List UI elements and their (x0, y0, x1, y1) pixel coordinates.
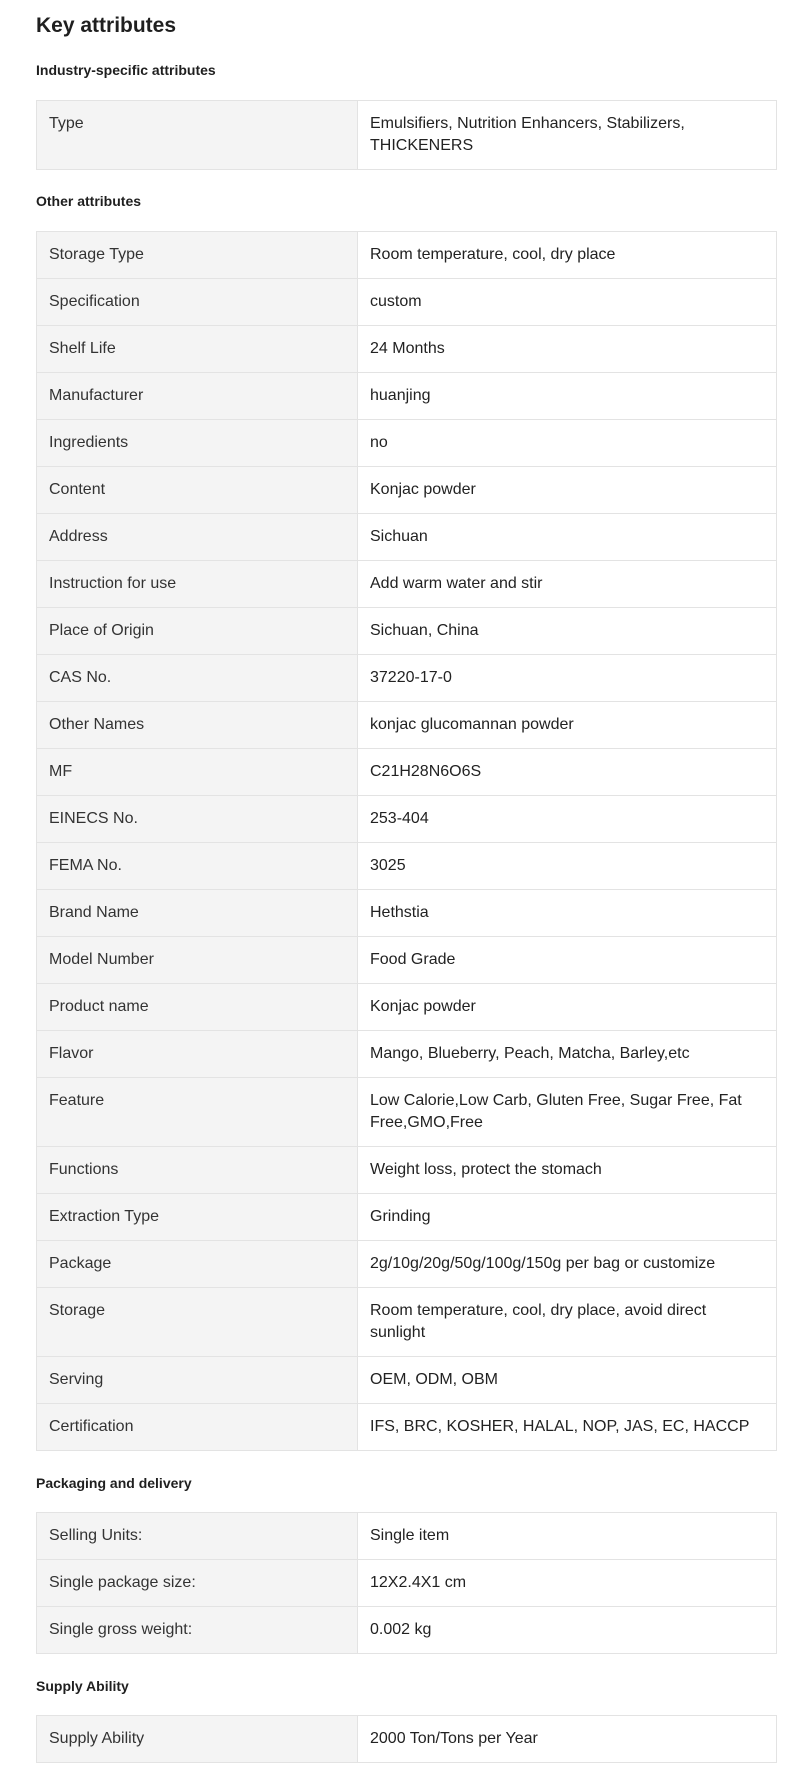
table-row (37, 561, 777, 608)
attribute-value: Grinding (358, 1194, 777, 1241)
attribute-value: konjac glucomannan powder (358, 702, 777, 749)
table-row (37, 467, 777, 514)
table-row (37, 1560, 777, 1607)
attribute-label: Certification (37, 1404, 358, 1451)
attribute-value: 3025 (358, 843, 777, 890)
table-row (37, 1194, 777, 1241)
table-row (37, 984, 777, 1031)
attribute-value: 2000 Ton/Tons per Year (358, 1716, 777, 1763)
attribute-value: 12X2.4X1 cm (358, 1560, 777, 1607)
section-title-industry-specific: Industry-specific attributes (36, 62, 216, 78)
attribute-value: Single item (358, 1513, 777, 1560)
table-row (37, 1357, 777, 1404)
table-row (37, 326, 777, 373)
table-row (37, 890, 777, 937)
attribute-label: Content (37, 467, 358, 514)
attribute-value: huanjing (358, 373, 777, 420)
attribute-value: Low Calorie,Low Carb, Gluten Free, Sugar Free, Fat Free,GMO,Free (358, 1078, 777, 1147)
table-row (37, 796, 777, 843)
attribute-value: Konjac powder (358, 467, 777, 514)
attribute-value: 24 Months (358, 326, 777, 373)
attribute-value: Weight loss, protect the stomach (358, 1147, 777, 1194)
attribute-label: Package (37, 1241, 358, 1288)
table-row (37, 232, 777, 279)
table-row (37, 1607, 777, 1654)
attribute-label: Product name (37, 984, 358, 1031)
attribute-value: Room temperature, cool, dry place, avoid direct sunlight (358, 1288, 777, 1357)
attribute-label: Specification (37, 279, 358, 326)
table-row (37, 514, 777, 561)
attribute-label: Serving (37, 1357, 358, 1404)
table-row (37, 843, 777, 890)
table-row (37, 1716, 777, 1763)
attribute-label: Single package size: (37, 1560, 358, 1607)
table-row (37, 1031, 777, 1078)
table-row (37, 749, 777, 796)
other-attributes-table (36, 231, 777, 1451)
attribute-value: 253-404 (358, 796, 777, 843)
attribute-value: no (358, 420, 777, 467)
table-row (37, 655, 777, 702)
attribute-label: Brand Name (37, 890, 358, 937)
attribute-value: 2g/10g/20g/50g/100g/150g per bag or customize (358, 1241, 777, 1288)
table-row (37, 420, 777, 467)
attribute-label: Extraction Type (37, 1194, 358, 1241)
attribute-label: Selling Units: (37, 1513, 358, 1560)
attribute-label: Supply Ability (37, 1716, 358, 1763)
section-title-supply: Supply Ability (36, 1678, 129, 1694)
table-row (37, 279, 777, 326)
attribute-label: Type (37, 101, 358, 170)
attribute-label: CAS No. (37, 655, 358, 702)
attribute-value: Sichuan (358, 514, 777, 561)
attribute-label: Other Names (37, 702, 358, 749)
attribute-value: Konjac powder (358, 984, 777, 1031)
attribute-label: Functions (37, 1147, 358, 1194)
attribute-label: Address (37, 514, 358, 561)
attribute-label: Storage (37, 1288, 358, 1357)
attribute-label: Ingredients (37, 420, 358, 467)
attribute-value: Add warm water and stir (358, 561, 777, 608)
attribute-label: Manufacturer (37, 373, 358, 420)
attribute-label: EINECS No. (37, 796, 358, 843)
section-title-other: Other attributes (36, 193, 142, 209)
attribute-label: Place of Origin (37, 608, 358, 655)
table-row (37, 937, 777, 984)
attribute-label: MF (37, 749, 358, 796)
supply-table (36, 1715, 777, 1763)
attribute-value: IFS, BRC, KOSHER, HALAL, NOP, JAS, EC, HACCP (358, 1404, 777, 1451)
section-title-packaging: Packaging and delivery (36, 1475, 192, 1491)
attribute-label: Feature (37, 1078, 358, 1147)
table-row (37, 702, 777, 749)
attribute-value: Food Grade (358, 937, 777, 984)
attribute-value: 0.002 kg (358, 1607, 777, 1654)
attribute-label: Shelf Life (37, 326, 358, 373)
table-row (37, 1404, 777, 1451)
attribute-value: Room temperature, cool, dry place (358, 232, 777, 279)
attribute-value: C21H28N6O6S (358, 749, 777, 796)
attribute-value: Hethstia (358, 890, 777, 937)
table-row (37, 1241, 777, 1288)
table-row (37, 1513, 777, 1560)
page-title: Key attributes (36, 14, 177, 37)
table-row (37, 1078, 777, 1147)
attribute-value: Sichuan, China (358, 608, 777, 655)
attribute-value: Emulsifiers, Nutrition Enhancers, Stabilizers, THICKENERS (358, 101, 777, 170)
attribute-label: Single gross weight: (37, 1607, 358, 1654)
industry-attributes-table (36, 100, 777, 170)
attribute-label: Model Number (37, 937, 358, 984)
attribute-value: OEM, ODM, OBM (358, 1357, 777, 1404)
attribute-value: custom (358, 279, 777, 326)
table-row (37, 1288, 777, 1357)
packaging-table (36, 1512, 777, 1654)
attribute-value: 37220-17-0 (358, 655, 777, 702)
attribute-value: Mango, Blueberry, Peach, Matcha, Barley,etc (358, 1031, 777, 1078)
attribute-label: Flavor (37, 1031, 358, 1078)
table-row (37, 101, 777, 170)
table-row (37, 608, 777, 655)
table-row (37, 373, 777, 420)
attribute-label: FEMA No. (37, 843, 358, 890)
attribute-label: Storage Type (37, 232, 358, 279)
attribute-label: Instruction for use (37, 561, 358, 608)
table-row (37, 1147, 777, 1194)
